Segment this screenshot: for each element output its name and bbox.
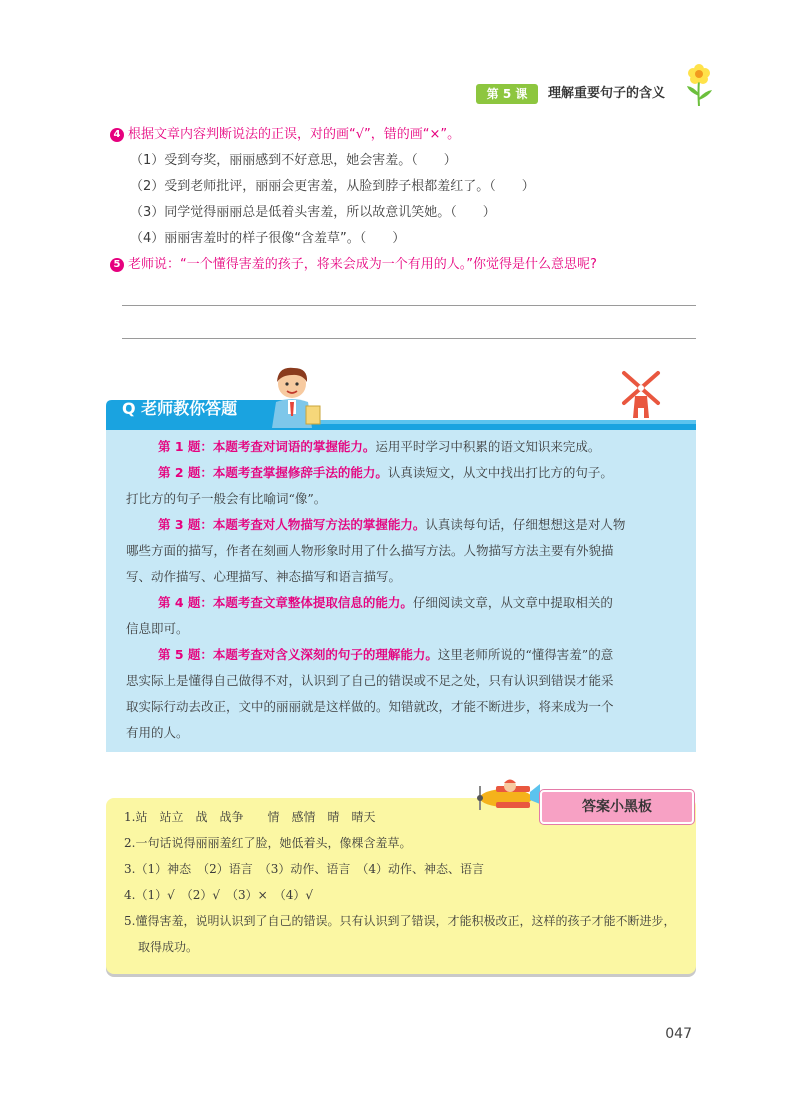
teacher-tips-title: Q 老师教你答题: [122, 399, 238, 418]
page-number: 047: [665, 1026, 692, 1042]
tip-5-continued: 有用的人。: [126, 725, 189, 740]
question-number-badge: 4: [110, 128, 124, 142]
airplane-illustration: [466, 770, 546, 820]
tip-4: 第 4 题：本题考查文章整体提取信息的能力。仔细阅读文章，从文章中提取相关的: [158, 595, 613, 610]
answer-item: 3.（1）神态 （2）语言 （3）动作、语言 （4）动作、神态、语言: [124, 862, 484, 876]
question-4: [110, 126, 460, 144]
tip-1: 第 1 题：本题考查对词语的掌握能力。运用平时学习中积累的语文知识来完成。: [158, 439, 601, 454]
answer-item: 2.一句话说得丽丽羞红了脸，她低着头，像棵含羞草。: [124, 836, 412, 850]
lesson-badge: 第 5 课: [476, 84, 538, 104]
tip-2-continued: 打比方的句子一般会有比喻词“像”。: [126, 491, 327, 506]
answer-item-continued: 取得成功。: [138, 940, 199, 954]
tip-5-continued: 取实际行动去改正，文中的丽丽就是这样做的。知错就改，才能不断进步，将来成为一个: [126, 699, 614, 714]
answer-item: 1.站 站立 战 战争 情 感情 晴 晴天: [124, 810, 376, 824]
tip-3-continued: 写、动作描写、心理描写、神态描写和语言描写。: [126, 569, 402, 584]
tip-2: 第 2 题：本题考查掌握修辞手法的能力。认真读短文，从文中找出打比方的句子。: [158, 465, 613, 480]
question-item: （4）丽丽害羞时的样子很像“含羞草”。（ ）: [130, 231, 406, 246]
tip-5-continued: 思实际上是懂得自己做得不对，认识到了自己的错误或不足之处，只有认识到错误才能采: [126, 673, 614, 688]
answer-line[interactable]: [122, 305, 696, 306]
question-item: （3）同学觉得丽丽总是低着头害羞，所以故意讥笑她。（ ）: [130, 205, 496, 220]
answer-board-label: 答案小黑板: [540, 790, 694, 824]
question-item: （1）受到夸奖，丽丽感到不好意思，她会害羞。（ ）: [130, 153, 457, 168]
question-prompt: 根据文章内容判断说法的正误，对的画“√”，错的画“×”。: [128, 127, 461, 142]
tip-3-continued: 哪些方面的描写，作者在刻画人物形象时用了什么描写方法。人物描写方法主要有外貌描: [126, 543, 614, 558]
teacher-illustration: [262, 360, 322, 428]
windmill-icon: [618, 370, 664, 418]
tip-5: 第 5 题：本题考查对含义深刻的句子的理解能力。这里老师所说的“懂得害羞”的意: [158, 647, 614, 662]
tip-3: 第 3 题：本题考查对人物描写方法的掌握能力。认真读每句话，仔细想想这是对人物: [158, 517, 626, 532]
answer-line[interactable]: [122, 338, 696, 339]
question-number-badge: 5: [110, 258, 124, 272]
lesson-title: 理解重要句子的含义: [548, 86, 666, 101]
flower-icon: [684, 62, 714, 106]
question-prompt: 老师说：“一个懂得害羞的孩子，将来会成为一个有用的人。”你觉得是什么意思呢?: [128, 257, 597, 272]
tip-4-continued: 信息即可。: [126, 621, 189, 636]
lesson-header: [474, 62, 714, 106]
answer-item: 4.（1）√ （2）√ （3）× （4）√: [124, 888, 313, 902]
question-item: （2）受到老师批评，丽丽会更害羞，从脸到脖子根都羞红了。（ ）: [130, 179, 535, 194]
question-5: [110, 256, 597, 274]
answer-item: 5.懂得害羞，说明认识到了自己的错误。只有认识到了错误，才能积极改正，这样的孩子才能不断进步，: [124, 914, 676, 928]
